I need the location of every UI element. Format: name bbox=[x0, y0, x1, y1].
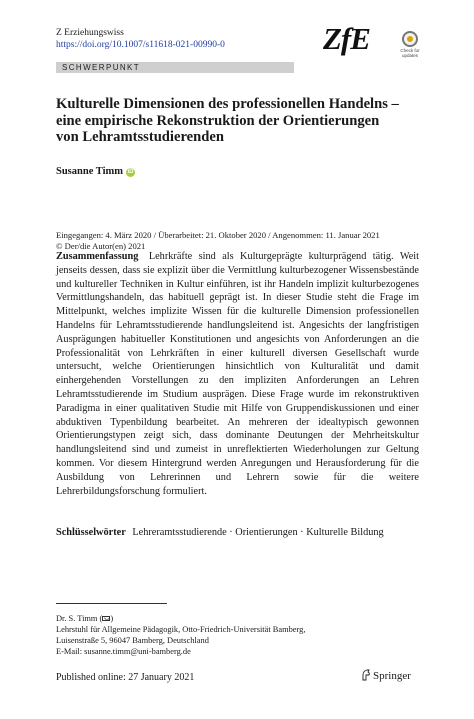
author-name[interactable]: Susanne Timm bbox=[56, 166, 124, 177]
abstract-label: Zusammenfassung bbox=[56, 251, 139, 262]
title-line: Kulturelle Dimensionen des professionellen Handelns – bbox=[56, 96, 399, 112]
author-affiliation bbox=[56, 613, 305, 657]
journal-header bbox=[56, 27, 225, 51]
check-for-updates-badge[interactable] bbox=[397, 31, 423, 58]
abstract-text: Lehrkräfte sind als Kulturgeprägte kulturprägend tätig. Weit jenseits dessen, dass sie explizit über die Vermittlung kulturbezogener Wissensbestände und kultureller Techniken in Kultur einführen, ist ihr Handeln implizit kulturbezogenes Vermittlungshandeln, das habituell geprägt ist. In dieser Studie steht die Frage im Mittelpunkt, welches implizite Wissen für die kulturelle Dimension professionellen Handelns für Lehramtsstudierende handlungsleitend ist. Angesichts der langfristigen Ausprägungen habitueller Konstitutionen und angesichts von Anforderungen an die Professionalität von Lehrkräften in einer kulturell diversen Gesellschaft wurde untersucht, welche Orientierungen hinsichtlich von Kulturalität und damit einhergehenden Vorstellungen zu den impliziten Anforderungen an Lehren Lehramtsstudierende im Studium ausprägen. Diese Frage wurde im rekonstruktiven Paradigma in einer qualitativen Studie mit Hilfe von Gruppendiskussionen und einer abduktiven Typenbildung bearbeitet. An mehreren der idealtypisch gewonnen Orientierungstypen zeigt sich, dass dominante Deutungen der Mehrheitskultur handlungsleitend sind und zumeist in unreflektierten Wiederholungen zur Geltung kommen. Vor diesem Hintergrund werden Anregungen und Herausforderung für die Ausbildung von Lehrerinnen und Lehrern sowie für die weitere Lehrerbildungsforschung formuliert. bbox=[56, 251, 419, 497]
journal-logo: ZfE bbox=[323, 21, 370, 56]
title-line: von Lehramtsstudierenden bbox=[56, 129, 224, 145]
publisher-name: Springer bbox=[373, 670, 411, 682]
check-updates-icon bbox=[402, 31, 418, 47]
footnote-divider bbox=[56, 603, 167, 604]
affiliation-address: Luisenstraße 5, 96047 Bamberg, Deutschland bbox=[56, 636, 209, 645]
article-dates bbox=[56, 230, 380, 252]
doi-link[interactable]: https://doi.org/10.1007/s11618-021-00990-0 bbox=[56, 40, 225, 50]
journal-name: Z Erziehungswiss bbox=[56, 28, 124, 38]
section-banner: SCHWERPUNKT bbox=[56, 62, 294, 73]
keywords bbox=[56, 526, 426, 539]
published-online: Published online: 27 January 2021 bbox=[56, 672, 195, 683]
copyright-notice: © Der/die Autor(en) 2021 bbox=[56, 241, 146, 251]
orcid-icon[interactable]: iD bbox=[127, 169, 134, 175]
publisher-logo bbox=[361, 669, 411, 683]
article-title bbox=[56, 96, 426, 146]
abstract bbox=[56, 250, 419, 498]
title-line: eine empirische Rekonstruktion der Orientierungen bbox=[56, 112, 380, 129]
affiliation-institution: Lehrstuhl für Allgemeine Pädagogik, Otto-Friedrich-Universität Bamberg, bbox=[56, 625, 306, 634]
springer-horse-icon bbox=[361, 669, 371, 681]
check-updates-label: Check for updates bbox=[400, 48, 420, 58]
history-dates: Eingegangen: 4. März 2020 / Überarbeitet: 21. Oktober 2020 / Angenommen: 11. Januar 2021 bbox=[56, 230, 380, 240]
keywords-text: Lehreramtsstudierende · Orientierungen · Kulturelle Bildung bbox=[132, 527, 384, 538]
envelope-icon bbox=[102, 616, 110, 622]
author-email[interactable]: E-Mail: susanne.timm@uni-bamberg.de bbox=[56, 647, 191, 656]
author-line bbox=[56, 166, 135, 178]
corresponding-author: Dr. S. Timm ( ) bbox=[56, 614, 114, 623]
keywords-label: Schlüsselwörter bbox=[56, 527, 126, 538]
